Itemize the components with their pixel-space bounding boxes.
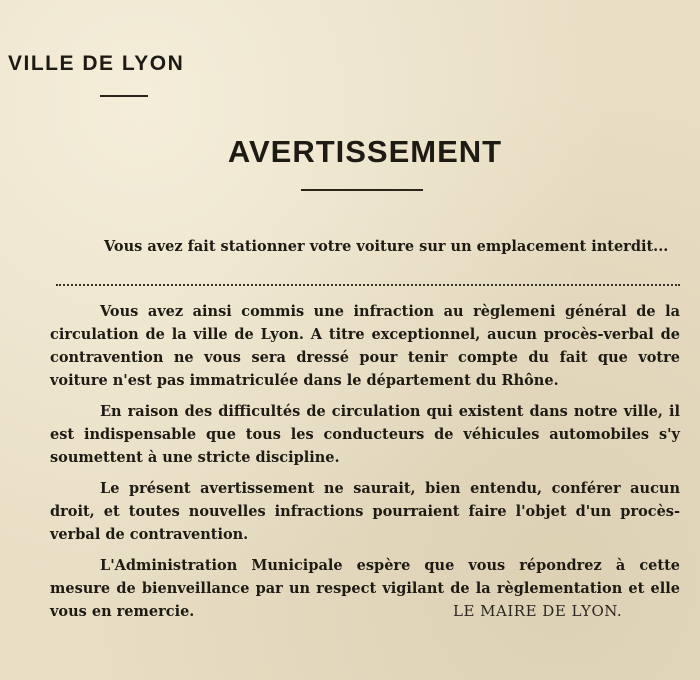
paragraph-infraction: Vous avez ainsi commis une infraction au règlemeni général de la circulation de la ville de Lyon. A titre exceptionnel, aucun procès-verbal de contravention ne vous sera dressé pour tenir compte du fait que votre voiture n'est pas immatriculée dans le département du Rhône. — [50, 303, 680, 389]
title-underline — [301, 189, 423, 191]
paragraph-discipline: En raison des difficultés de circulation qui existent dans notre ville, il est indispensable que tous les conducteurs de véhicules automobiles s'y soumettent à une stricte discipline. — [50, 403, 680, 466]
paragraph-thanks: L'Administration Municipale espère que vous répondrez à cette mesure de bienveillance par un respect vigilant de la règlementation et elle vous en remercie. — [50, 557, 680, 620]
notice-body — [50, 300, 680, 623]
dotted-separator — [56, 284, 680, 286]
intro-line: Vous avez fait stationner votre voiture sur un emplacement interdit... — [104, 238, 669, 255]
city-header: VILLE DE LYON — [8, 52, 185, 75]
city-underline — [100, 95, 148, 97]
mayor-signature: LE MAIRE DE LYON. — [453, 602, 623, 620]
notice-title: AVERTISSEMENT — [227, 134, 503, 169]
paragraph-no-rights: Le présent avertissement ne saurait, bien entendu, conférer aucun droit, et toutes nouvelles infractions pourraient faire l'objet d'un procès-verbal de contravention. — [50, 480, 680, 543]
